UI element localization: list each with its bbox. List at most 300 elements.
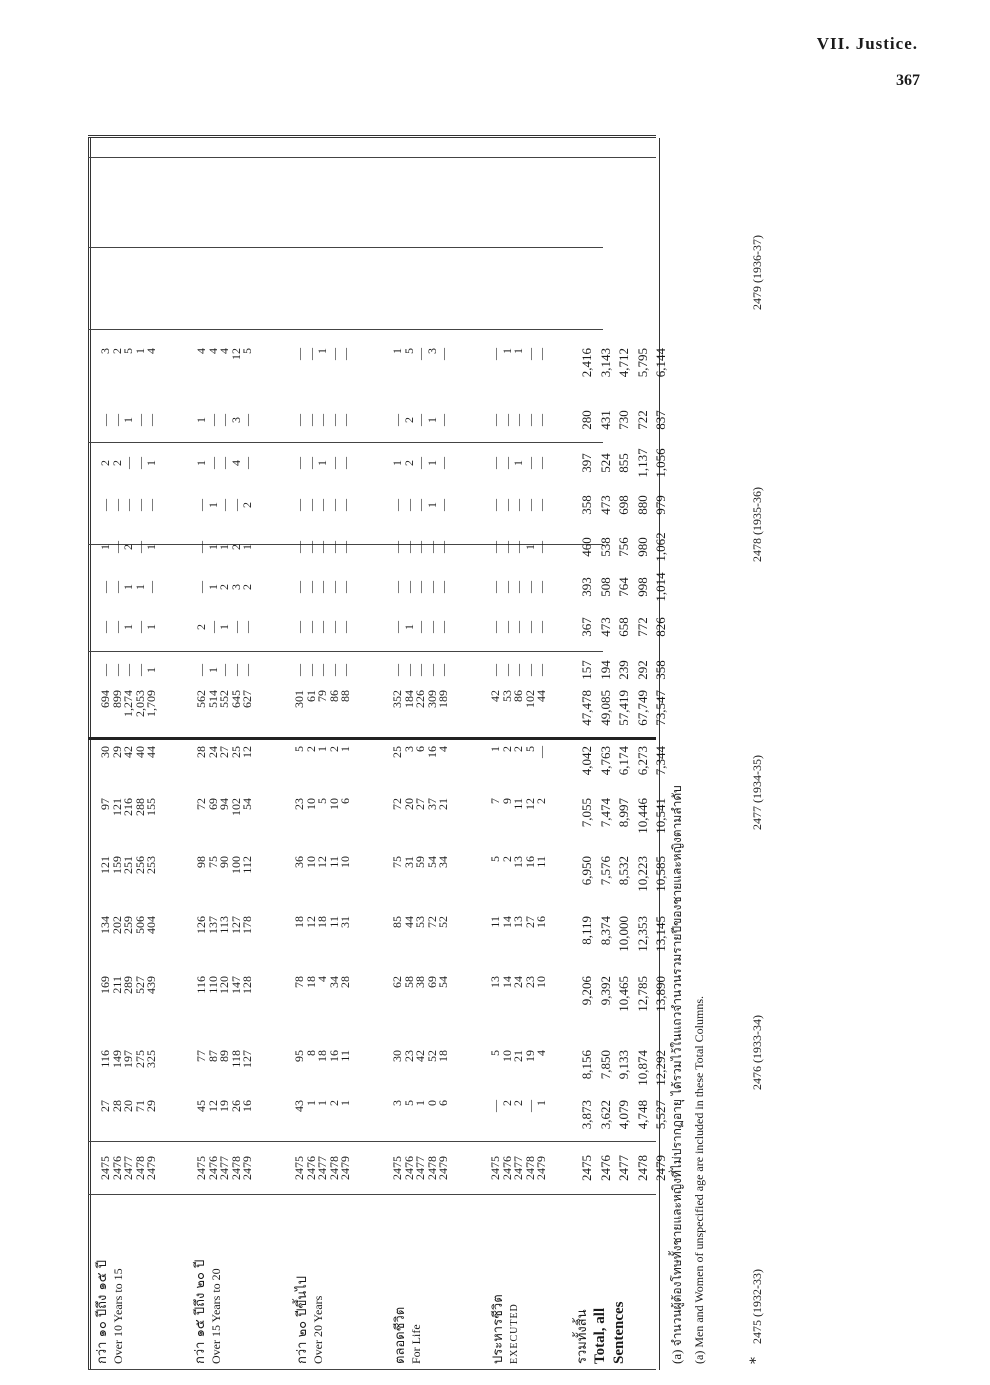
table-cell: 53 <box>499 690 514 702</box>
table-cell: 3,873 <box>579 1100 594 1130</box>
table-cell: 102 <box>228 798 243 816</box>
table-cell: 13 <box>511 856 526 868</box>
table-cell: 1 <box>121 417 136 423</box>
table-cell: — <box>534 541 549 553</box>
table-cell: 645 <box>228 690 243 708</box>
table-cell: 1 <box>194 417 208 423</box>
column-c4 <box>196 916 254 960</box>
table-cell: — <box>436 664 451 676</box>
table-cell: 826 <box>653 617 668 637</box>
table-cell: 9,392 <box>597 976 613 1006</box>
table-cell: — <box>144 581 159 593</box>
table-cell: 16 <box>326 1050 341 1062</box>
table-cell: 30 <box>390 1050 404 1062</box>
table-cell: 393 <box>579 577 594 597</box>
table-cell: 2 <box>499 746 514 752</box>
table-cell: — <box>488 541 502 553</box>
table-cell: 2478 <box>424 1156 439 1180</box>
column-c7 <box>294 746 352 782</box>
table-cell: — <box>338 621 353 633</box>
column-c2 <box>490 1050 548 1088</box>
table-cell: 1 <box>240 544 255 550</box>
table-cell: — <box>292 541 306 553</box>
table-cell: 42 <box>413 1050 428 1062</box>
table-cell: 4,042 <box>579 746 594 776</box>
table-cell: — <box>522 581 537 593</box>
table-cell: 730 <box>616 410 631 430</box>
table-cell: 2478 <box>228 1156 243 1180</box>
table-cell: 979 <box>653 495 668 515</box>
column-c12 <box>578 532 671 562</box>
column-c5 <box>578 856 671 900</box>
table-cell: 113 <box>217 916 232 934</box>
table-cell: 44 <box>144 746 159 758</box>
table-cell: 292 <box>634 660 650 680</box>
table-cell: 404 <box>144 916 159 934</box>
table-cell: 2,053 <box>132 690 147 717</box>
column-c10 <box>578 612 671 642</box>
table-cell: 54 <box>436 976 451 988</box>
table-cell: 126 <box>194 916 208 934</box>
table-cell: 1 <box>522 544 537 550</box>
table-cell: 12,292 <box>653 1050 668 1086</box>
table-cell: 4,748 <box>634 1100 650 1130</box>
table-cell: 4,712 <box>616 348 631 378</box>
table-cell: 10,000 <box>616 916 631 952</box>
table-cell: 69 <box>424 976 439 988</box>
table-cell: 722 <box>634 410 650 430</box>
row-label-group-3 <box>294 1214 326 1364</box>
table-cell: 7 <box>488 798 502 804</box>
table-cell: 4,763 <box>597 746 613 776</box>
table-cell: 756 <box>616 537 631 557</box>
table-cell: 288 <box>132 798 147 816</box>
table-cell: 2 <box>499 1100 514 1106</box>
table-cell: 2 <box>326 746 341 752</box>
table-cell: 10 <box>326 798 341 810</box>
table-cell: — <box>240 457 255 469</box>
table-cell: — <box>315 581 330 593</box>
table-cell: — <box>217 414 232 426</box>
table-cell: 194 <box>597 660 613 680</box>
table-cell: 18 <box>292 916 306 928</box>
table-cell: 120 <box>217 976 232 994</box>
table-cell: 72 <box>194 798 208 810</box>
column-c9 <box>392 656 450 684</box>
table-cell: 4 <box>315 976 330 982</box>
table-cell: — <box>534 348 549 360</box>
column-rule <box>88 135 656 138</box>
table-cell: 439 <box>144 976 159 994</box>
column-c12 <box>294 532 352 562</box>
table-cell: — <box>194 581 208 593</box>
column-rule <box>88 1194 656 1195</box>
table-cell: — <box>315 499 330 511</box>
table-cell: 2476 <box>303 1156 318 1180</box>
column-c8 <box>490 690 548 734</box>
table-cell: — <box>499 621 514 633</box>
table-cell: 1 <box>194 460 208 466</box>
column-c15 <box>578 405 671 435</box>
table-cell: 1 <box>303 1100 318 1106</box>
table-cell: — <box>292 348 306 360</box>
table-cell: — <box>240 414 255 426</box>
table-cell: 538 <box>597 537 613 557</box>
table-cell: 8,532 <box>616 856 631 886</box>
table-cell: 14 <box>499 976 514 988</box>
table-cell: 8,997 <box>616 798 631 828</box>
table-cell: — <box>413 457 428 469</box>
table-cell: 1 <box>121 624 136 630</box>
table-cell: — <box>228 621 243 633</box>
table-cell: 253 <box>144 856 159 874</box>
table-cell: 6,273 <box>634 746 650 776</box>
table-cell: 289 <box>121 976 136 994</box>
row-label-thai: กว่า ๑๕ ปีถึง ๒๐ ปี <box>193 1259 208 1364</box>
table-cell: 259 <box>121 916 136 934</box>
table-cell: 19 <box>217 1100 232 1112</box>
column-years <box>294 1146 352 1190</box>
row-label-thai: กว่า ๑๐ ปีถึง ๑๕ ปี <box>95 1260 110 1364</box>
table-cell: — <box>511 621 526 633</box>
table-cell: 899 <box>109 690 124 708</box>
table-cell: — <box>499 457 514 469</box>
table-cell: 0 <box>424 1100 439 1106</box>
column-rule <box>88 247 603 248</box>
row-label-english: Over 10 Years to 15 <box>111 1268 125 1364</box>
table-cell: — <box>303 541 318 553</box>
table-cell: 2 <box>401 460 416 466</box>
table-cell: 1,137 <box>634 448 650 478</box>
table-cell: 11 <box>326 916 341 928</box>
table-cell: 118 <box>228 1050 243 1068</box>
table-cell: 197 <box>121 1050 136 1068</box>
table-cell: — <box>228 664 243 676</box>
table-cell: 13 <box>511 916 526 928</box>
footnote-thai-text: จำนวนผู้ต้องโทษทั้งชายและหญิงที่ไม่ปรากฏอายุ ได้รวมไว้ในแถวจำนวนรวมรายปีของชายและหญิงตามลำดับ <box>670 785 684 1347</box>
table-cell: 514 <box>205 690 220 708</box>
column-c8 <box>392 690 450 734</box>
table-cell: 31 <box>401 856 416 868</box>
table-cell: 527 <box>132 976 147 994</box>
table-cell: — <box>436 541 451 553</box>
table-cell: 5 <box>401 348 416 354</box>
table-cell: 506 <box>132 916 147 934</box>
table-cell: 12,353 <box>634 916 650 952</box>
table-cell: 1 <box>217 544 232 550</box>
column-c12 <box>196 532 254 562</box>
table-cell: 11 <box>488 916 502 928</box>
column-c12 <box>392 532 450 562</box>
table-cell: 37 <box>424 798 439 810</box>
table-cell: 12 <box>303 916 318 928</box>
table-cell: 226 <box>413 690 428 708</box>
table-cell: — <box>109 541 124 553</box>
table-cell: — <box>326 581 341 593</box>
column-rule <box>88 1369 656 1370</box>
table-cell: 473 <box>597 495 613 515</box>
table-cell: 36 <box>292 856 306 868</box>
column-c16 <box>578 348 671 384</box>
page-number: 367 <box>896 72 920 89</box>
table-cell: 147 <box>228 976 243 994</box>
table-cell: 2476 <box>205 1156 220 1180</box>
table-cell: — <box>413 348 428 360</box>
column-rule <box>88 651 603 652</box>
footnote-thai-mark: (a) <box>669 1349 684 1364</box>
table-cell: — <box>390 581 404 593</box>
table-cell: 2479 <box>534 1156 549 1180</box>
table-cell: 3 <box>98 348 112 354</box>
table-cell: 4 <box>228 460 243 466</box>
table-cell: — <box>132 499 147 511</box>
table-cell: 1 <box>413 1100 428 1106</box>
table-cell: 9,133 <box>616 1050 631 1080</box>
year-note-2477: 2477 (1934-35) <box>750 755 764 830</box>
table-cell: 4 <box>144 348 159 354</box>
column-c3 <box>196 976 254 1020</box>
table-cell: — <box>228 499 243 511</box>
column-c2 <box>100 1050 158 1088</box>
table-cell: — <box>488 1100 502 1112</box>
table-frame <box>88 138 660 1370</box>
column-c7 <box>196 746 254 782</box>
column-c1 <box>392 1100 450 1138</box>
table-cell: 27 <box>98 1100 112 1112</box>
table-cell: 2 <box>228 544 243 550</box>
column-c13 <box>196 490 254 520</box>
table-cell: 2479 <box>653 1155 668 1181</box>
table-cell: 239 <box>616 660 631 680</box>
table-cell: 627 <box>240 690 255 708</box>
table-cell: 2479 <box>240 1156 255 1180</box>
table-cell: 2 <box>217 584 232 590</box>
table-cell: 1 <box>338 1100 353 1106</box>
table-cell: 134 <box>98 916 112 934</box>
table-cell: 2 <box>109 460 124 466</box>
column-c15 <box>100 405 158 435</box>
column-c1 <box>294 1100 352 1138</box>
table-cell: 28 <box>194 746 208 758</box>
table-cell: 28 <box>338 976 353 988</box>
table-cell: 78 <box>292 976 306 988</box>
table-cell: 1 <box>132 584 147 590</box>
column-c4 <box>100 916 158 960</box>
column-c2 <box>294 1050 352 1088</box>
column-c14 <box>294 448 352 478</box>
table-cell: 16 <box>424 746 439 758</box>
table-cell: 89 <box>217 1050 232 1062</box>
table-cell: 49,085 <box>597 690 613 726</box>
table-cell: 28 <box>109 1100 124 1112</box>
table-cell: 698 <box>616 495 631 515</box>
table-cell: 5 <box>522 746 537 752</box>
table-cell: 431 <box>597 410 613 430</box>
table-cell: 2 <box>194 624 208 630</box>
column-rule <box>88 737 656 740</box>
table-cell: 4 <box>205 348 220 354</box>
table-cell: — <box>424 664 439 676</box>
table-cell: 77 <box>194 1050 208 1062</box>
table-cell: 12 <box>315 856 330 868</box>
column-c10 <box>490 612 548 642</box>
table-cell: 10 <box>338 856 353 868</box>
table-cell: — <box>303 457 318 469</box>
table-cell: 97 <box>98 798 112 810</box>
table-cell: — <box>424 621 439 633</box>
table-cell: 67,749 <box>634 690 650 726</box>
column-c14 <box>100 448 158 478</box>
table-cell: — <box>401 581 416 593</box>
column-c6 <box>490 798 548 842</box>
table-cell: 54 <box>240 798 255 810</box>
column-c12 <box>490 532 548 562</box>
table-cell: 7,474 <box>597 798 613 828</box>
table-cell: 1 <box>534 1100 549 1106</box>
table-cell: 837 <box>653 410 668 430</box>
table-cell: 52 <box>436 916 451 928</box>
table-cell: 72 <box>390 798 404 810</box>
table-cell: 4 <box>534 1050 549 1056</box>
column-c6 <box>294 798 352 842</box>
table-cell: — <box>292 581 306 593</box>
row-label-english: EXECUTED <box>509 1303 520 1364</box>
table-cell: — <box>303 414 318 426</box>
table-cell: 1 <box>488 746 502 752</box>
table-cell: — <box>132 621 147 633</box>
table-cell: 10,541 <box>653 798 668 834</box>
table-cell: — <box>98 581 112 593</box>
table-cell: 256 <box>132 856 147 874</box>
table-cell: — <box>413 414 428 426</box>
table-cell: 44 <box>401 916 416 928</box>
column-c1 <box>100 1100 158 1138</box>
column-c8 <box>578 690 671 734</box>
table-cell: 116 <box>98 1050 112 1068</box>
table-cell: 69 <box>205 798 220 810</box>
table-cell: — <box>511 541 526 553</box>
table-cell: — <box>338 348 353 360</box>
column-c6 <box>100 798 158 842</box>
table-cell: 658 <box>616 617 631 637</box>
table-cell: 2 <box>98 460 112 466</box>
table-cell: — <box>217 499 232 511</box>
column-c2 <box>196 1050 254 1088</box>
table-cell: — <box>326 664 341 676</box>
column-c6 <box>196 798 254 842</box>
table-cell: 2477 <box>315 1156 330 1180</box>
table-cell: 552 <box>217 690 232 708</box>
table-cell: — <box>488 414 502 426</box>
table-cell: 352 <box>390 690 404 708</box>
table-cell: 6,950 <box>579 856 594 886</box>
table-cell: 21 <box>436 798 451 810</box>
table-cell: — <box>315 414 330 426</box>
table-cell: 7,576 <box>597 856 613 886</box>
table-cell: — <box>534 499 549 511</box>
table-cell: 8,119 <box>579 916 594 945</box>
table-cell: 5 <box>240 348 255 354</box>
table-cell: 2476 <box>499 1156 514 1180</box>
column-c7 <box>392 746 450 782</box>
table-cell: — <box>413 499 428 511</box>
table-cell: — <box>132 541 147 553</box>
row-label-thai: รวมทั้งสิ้น <box>575 1309 590 1364</box>
table-cell: 16 <box>522 856 537 868</box>
column-c7 <box>100 746 158 782</box>
row-label-english: Total, all <box>592 1307 608 1364</box>
table-cell: 1 <box>205 502 220 508</box>
column-c13 <box>578 490 671 520</box>
table-cell: — <box>121 664 136 676</box>
table-cell: 3 <box>401 746 416 752</box>
table-cell: — <box>109 621 124 633</box>
table-cell: 562 <box>194 690 208 708</box>
table-cell: — <box>240 621 255 633</box>
row-label-thai: ประหารชีวิต <box>491 1294 506 1364</box>
table-cell: — <box>488 621 502 633</box>
table-cell: 12 <box>228 348 243 360</box>
section-title: VII. Justice. <box>816 34 918 53</box>
table-cell: — <box>292 499 306 511</box>
table-cell: 2 <box>534 798 549 804</box>
table-cell: 2,416 <box>579 348 594 378</box>
table-cell: 764 <box>616 577 631 597</box>
column-c3 <box>578 976 671 1020</box>
column-c4 <box>578 916 671 960</box>
table-cell: 54 <box>424 856 439 868</box>
table-cell: — <box>205 414 220 426</box>
table-cell: 5,527 <box>653 1100 668 1130</box>
table-cell: 5,795 <box>634 348 650 378</box>
table-cell: 9,206 <box>579 976 594 1006</box>
table-cell: 94 <box>217 798 232 810</box>
table-cell: 10,585 <box>653 856 668 892</box>
table-cell: 9 <box>499 798 514 804</box>
table-cell: 216 <box>121 798 136 816</box>
column-rule <box>88 157 656 158</box>
table-cell: 34 <box>436 856 451 868</box>
table-cell: 1,014 <box>653 572 668 602</box>
table-cell: 8 <box>303 1050 318 1056</box>
table-cell: — <box>338 414 353 426</box>
table-cell: 19 <box>522 1050 537 1062</box>
column-c8 <box>100 690 158 734</box>
table-cell: 31 <box>338 916 353 928</box>
table-cell: 1 <box>401 624 416 630</box>
column-c10 <box>196 612 254 642</box>
table-cell: 184 <box>401 690 416 708</box>
table-cell: — <box>499 414 514 426</box>
row-label-english: For Life <box>409 1324 423 1364</box>
table-cell: 1 <box>205 667 220 673</box>
table-cell: — <box>499 581 514 593</box>
table-cell: — <box>511 664 526 676</box>
table-cell: 3,622 <box>597 1100 613 1130</box>
table-cell: 21 <box>511 1050 526 1062</box>
table-cell: — <box>338 581 353 593</box>
table-cell: 42 <box>121 746 136 758</box>
column-c8 <box>294 690 352 734</box>
table-cell: 3 <box>424 348 439 354</box>
table-cell: 42 <box>488 690 502 702</box>
table-cell: — <box>436 348 451 360</box>
column-c15 <box>490 405 548 435</box>
table-cell: — <box>292 664 306 676</box>
table-cell: 1 <box>511 348 526 354</box>
table-cell: 27 <box>217 746 232 758</box>
table-cell: 2 <box>303 746 318 752</box>
